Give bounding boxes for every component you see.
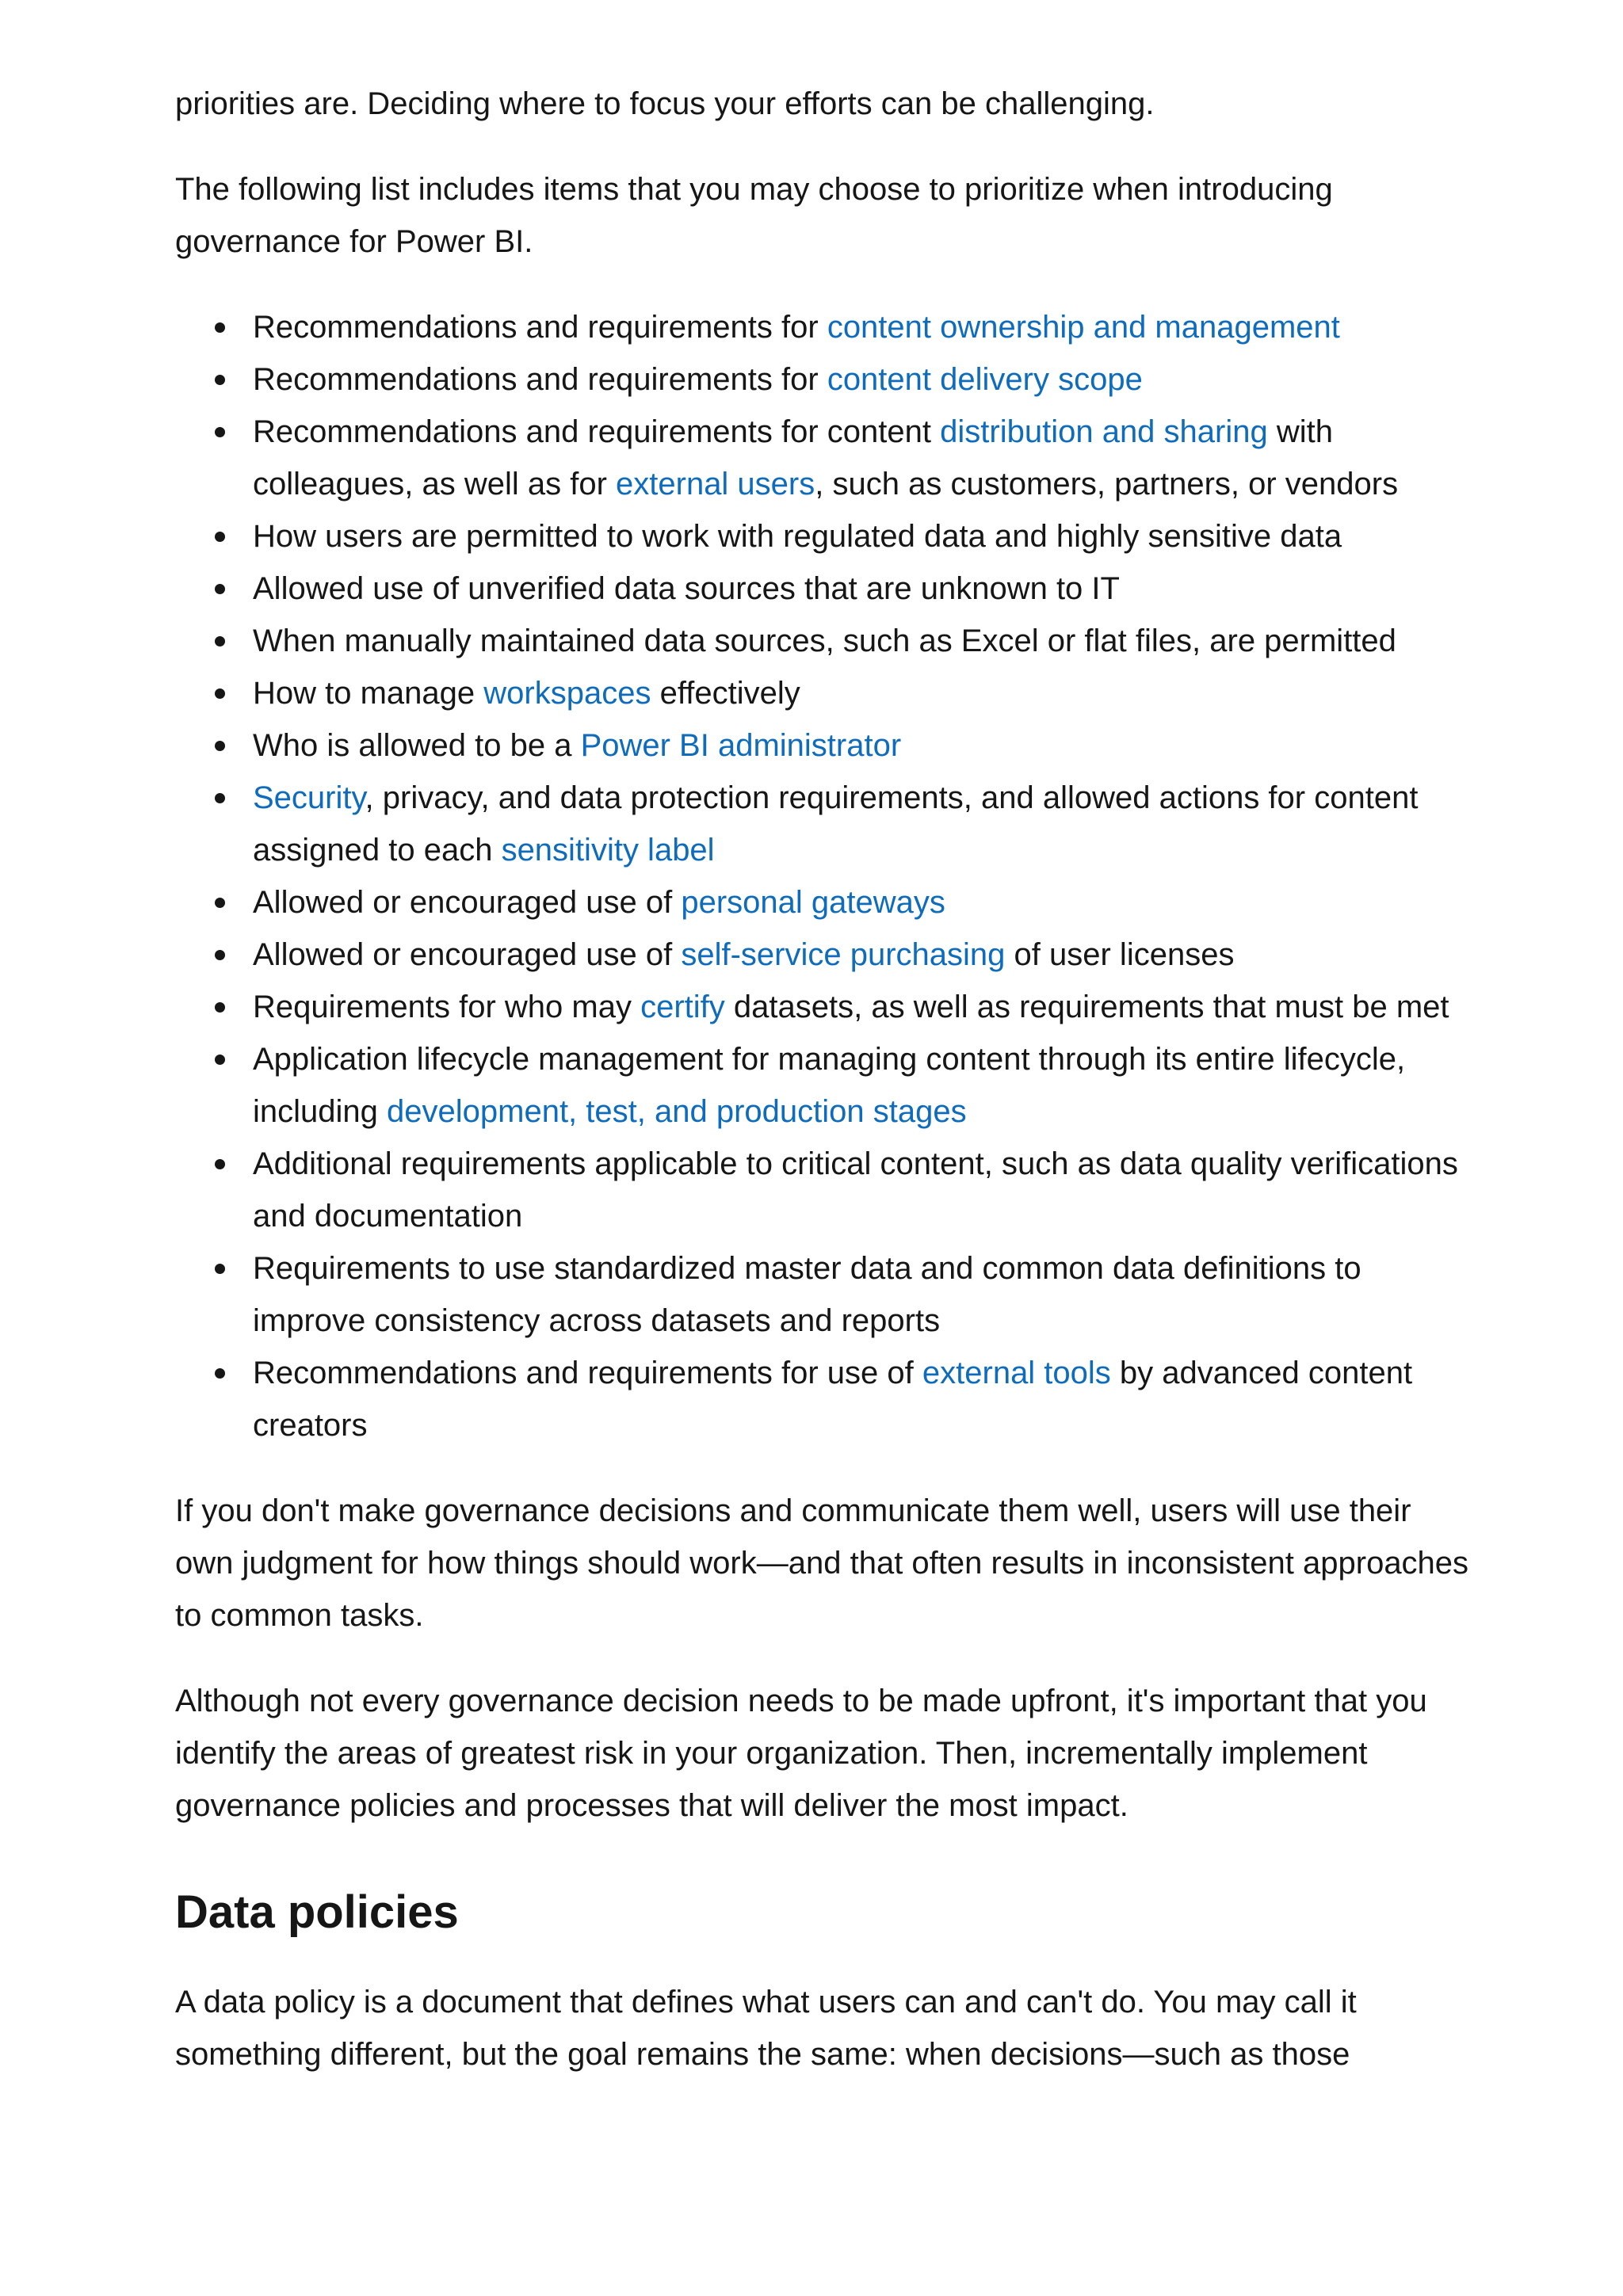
list-item: Requirements to use standardized master data and common data definitions to improve consistency across datasets and reports xyxy=(253,1242,1475,1347)
paragraph-governance-decisions: If you don't make governance decisions and communicate them well, users will use their own judgment for how things should work—and that often results in inconsistent approaches to common tasks. xyxy=(175,1493,1469,1633)
link-self-service-purchasing[interactable]: self-service purchasing xyxy=(681,937,1006,972)
list-item: Allowed or encouraged use of self-service purchasing of user licenses xyxy=(253,929,1475,981)
link-certify[interactable]: certify xyxy=(640,990,725,1024)
document-page xyxy=(175,78,1475,2081)
link-external-users[interactable]: external users xyxy=(616,467,815,502)
link-security[interactable]: Security xyxy=(253,780,365,815)
list-item: Recommendations and requirements for use of external tools by advanced content creators xyxy=(253,1347,1475,1451)
list-item: Requirements for who may certify datasets, as well as requirements that must be met xyxy=(253,981,1475,1033)
list-item: How users are permitted to work with regulated data and highly sensitive data xyxy=(253,510,1475,563)
list-item: Allowed use of unverified data sources that are unknown to IT xyxy=(253,563,1475,615)
paragraph-data-policy: A data policy is a document that defines what users can and can't do. You may call it something different, but the goal remains the same: when decisions—such as those xyxy=(175,1985,1357,2072)
list-item: Additional requirements applicable to critical content, such as data quality verifications and documentation xyxy=(253,1138,1475,1242)
list-item: Application lifecycle management for managing content through its entire lifecycle, including development, test, and production stages xyxy=(253,1033,1475,1138)
list-item: Recommendations and requirements for content ownership and management xyxy=(253,301,1475,353)
paragraph-incremental-governance: Although not every governance decision needs to be made upfront, it's important that you identify the areas of greatest risk in your organization. Then, incrementally implement governance policies and processes that will deliver the most impact. xyxy=(175,1684,1427,1823)
link-personal-gateways[interactable]: personal gateways xyxy=(681,885,945,920)
link-sensitivity-label[interactable]: sensitivity label xyxy=(501,833,715,868)
section-heading-data-policies: Data policies xyxy=(175,1886,459,1938)
governance-priorities-list xyxy=(175,301,1475,1451)
list-item: Allowed or encouraged use of personal gateways xyxy=(253,876,1475,929)
link-content-ownership[interactable]: content ownership and management xyxy=(827,310,1340,345)
list-item: Recommendations and requirements for content delivery scope xyxy=(253,353,1475,406)
intro-continuation: priorities are. Deciding where to focus your efforts can be challenging. xyxy=(175,86,1155,121)
list-item: Security, privacy, and data protection requirements, and allowed actions for content assigned to each sensitivity label xyxy=(253,772,1475,876)
list-item: Recommendations and requirements for content distribution and sharing with colleagues, as well as for external users, such as customers, partners, or vendors xyxy=(253,406,1475,510)
link-external-tools[interactable]: external tools xyxy=(922,1356,1111,1390)
list-item: How to manage workspaces effectively xyxy=(253,667,1475,719)
link-workspaces[interactable]: workspaces xyxy=(483,676,651,711)
link-content-delivery-scope[interactable]: content delivery scope xyxy=(827,362,1143,397)
link-power-bi-administrator[interactable]: Power BI administrator xyxy=(580,728,902,763)
list-item: Who is allowed to be a Power BI administrator xyxy=(253,719,1475,772)
list-item: When manually maintained data sources, such as Excel or flat files, are permitted xyxy=(253,615,1475,667)
link-deployment-stages[interactable]: development, test, and production stages xyxy=(387,1094,967,1129)
link-distribution-and-sharing[interactable]: distribution and sharing xyxy=(940,414,1268,449)
intro-lead: The following list includes items that you may choose to prioritize when introducing governance for Power BI. xyxy=(175,172,1333,259)
